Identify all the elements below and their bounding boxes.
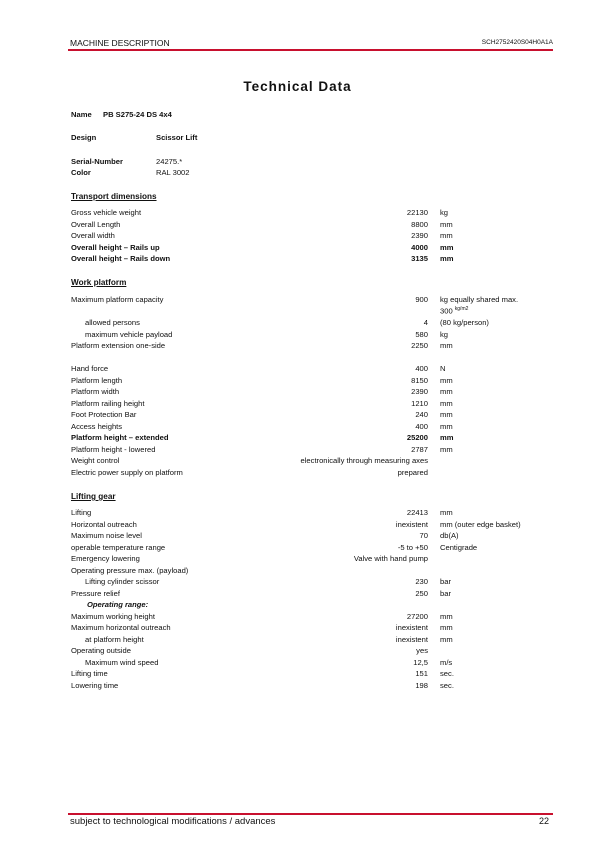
- row-label: Overall width: [71, 231, 115, 240]
- row-unit: mm: [440, 623, 453, 632]
- row-value: electronically through measuring axes: [300, 456, 428, 465]
- row-label: maximum vehicle payload: [85, 330, 173, 339]
- row-value: 1210: [411, 399, 428, 408]
- table-row: [71, 409, 541, 420]
- row-value: prepared: [397, 468, 428, 477]
- row-unit: bar: [440, 577, 451, 586]
- name-label: Name: [71, 110, 92, 119]
- table-row: [71, 219, 541, 230]
- row-unit: mm: [440, 219, 453, 229]
- row-value: 4000: [411, 242, 428, 252]
- row-value: 151: [415, 669, 428, 678]
- page-number: 22: [538, 816, 549, 826]
- row-label: Platform extension one-side: [71, 341, 166, 350]
- design-value: Scissor Lift: [156, 133, 198, 142]
- row-value: 27200: [406, 611, 428, 621]
- row-value: 8150: [411, 376, 428, 385]
- table-row: [71, 340, 541, 351]
- row-unit: mm: [440, 341, 453, 350]
- row-value: 580: [415, 330, 428, 339]
- row-label: Gross vehicle weight: [71, 208, 142, 217]
- row-unit: N: [440, 364, 446, 373]
- capacity-area-note: [440, 306, 468, 316]
- table-row: [71, 599, 541, 610]
- footer-divider: [68, 813, 553, 815]
- row-unit: kg: [440, 208, 449, 217]
- table-row: [71, 421, 541, 432]
- row-label: Operating pressure max. (payload): [71, 565, 189, 575]
- page-title: Technical Data: [243, 79, 352, 94]
- row-label: Maximum wind speed: [85, 657, 159, 667]
- row-label: Platform railing height: [71, 399, 145, 408]
- row-unit: mm: [440, 376, 453, 385]
- row-label: Pressure relief: [71, 588, 120, 598]
- table-row: [71, 565, 541, 576]
- row-label: Horizontal outreach: [71, 519, 137, 529]
- row-value: 230: [415, 577, 428, 586]
- row-value: 2390: [411, 231, 428, 240]
- row-unit: mm: [440, 399, 453, 408]
- row-label: Overall Length: [71, 219, 121, 229]
- row-label: Platform height – extended: [71, 433, 169, 442]
- row-unit: mm (outer edge basket): [440, 519, 521, 529]
- table-row: [71, 432, 541, 443]
- table-row: [71, 317, 541, 328]
- row-label: Overall height – Rails up: [71, 242, 160, 252]
- work-platform-heading: Work platform: [71, 278, 127, 287]
- row-label: Maximum platform capacity: [71, 295, 164, 304]
- row-label: Hand force: [71, 364, 109, 373]
- row-value: 240: [415, 410, 428, 419]
- note-exponent: 2: [465, 306, 469, 312]
- row-unit: (80 kg/person): [440, 318, 489, 327]
- row-unit: sec.: [440, 669, 454, 678]
- row-label: Lifting: [71, 508, 92, 517]
- row-label: operable temperature range: [71, 542, 166, 552]
- table-row: [71, 363, 541, 374]
- serial-value: 24275.*: [156, 157, 183, 166]
- color-label: Color: [71, 168, 91, 177]
- row-unit: Centigrade: [440, 542, 478, 552]
- table-row: [71, 253, 541, 264]
- table-row: [71, 386, 541, 397]
- row-value: 12,5: [413, 657, 428, 667]
- color-value: RAL 3002: [156, 168, 190, 177]
- row-value: inexistent: [395, 623, 428, 632]
- table-row: [71, 668, 541, 679]
- row-value: 400: [415, 364, 428, 373]
- row-value: yes: [416, 646, 428, 655]
- row-value: 250: [415, 588, 428, 598]
- row-value: 198: [415, 680, 428, 690]
- row-label: Platform height - lowered: [71, 445, 156, 454]
- row-unit: mm: [440, 410, 453, 419]
- row-unit: mm: [440, 611, 453, 621]
- table-row: [71, 588, 541, 599]
- row-value: 4: [423, 318, 428, 327]
- row-unit: mm: [440, 242, 454, 252]
- header-section-title: MACHINE DESCRIPTION: [70, 38, 170, 48]
- row-unit: kg: [440, 330, 449, 339]
- table-row: [71, 622, 541, 633]
- row-value: 900: [415, 295, 428, 304]
- row-unit: mm: [440, 387, 453, 396]
- row-label: Electric power supply on platform: [71, 468, 183, 477]
- row-value: inexistent: [395, 519, 428, 529]
- table-row: [71, 294, 541, 305]
- row-value: 3135: [411, 254, 428, 263]
- row-label: Maximum horizontal outreach: [71, 623, 171, 632]
- serial-label: Serial-Number: [71, 157, 123, 166]
- row-unit: mm: [440, 231, 453, 240]
- row-label: Emergency lowering: [71, 554, 140, 563]
- row-value: 70: [419, 531, 428, 540]
- table-row: [71, 542, 541, 553]
- table-row: [71, 375, 541, 386]
- row-label: Lifting cylinder scissor: [85, 577, 160, 586]
- row-value: 2250: [411, 341, 428, 350]
- row-unit: kg equally shared max.: [440, 295, 519, 304]
- note-unit: kg/m: [454, 306, 466, 312]
- row-unit: mm: [440, 634, 453, 644]
- row-unit: bar: [440, 588, 451, 598]
- header-document-code: SCH2752420S04H0A1A: [481, 39, 553, 46]
- note-prefix: 300: [440, 306, 455, 316]
- row-value: 8800: [411, 219, 428, 229]
- row-value: 25200: [406, 433, 428, 442]
- footer-disclaimer: subject to technological modifications / advances: [70, 816, 276, 827]
- row-unit: db(A): [440, 531, 459, 540]
- row-unit: m/s: [440, 657, 453, 667]
- table-row: [71, 576, 541, 587]
- table-row: [71, 611, 541, 622]
- design-label: Design: [71, 133, 97, 142]
- row-value: 400: [415, 422, 428, 431]
- row-label: Foot Protection Bar: [71, 410, 137, 419]
- row-label: Lifting time: [71, 669, 108, 678]
- row-label: Access heights: [71, 422, 123, 431]
- row-label: Weight control: [71, 456, 120, 465]
- table-row: [71, 230, 541, 241]
- row-label: Maximum noise level: [71, 531, 142, 540]
- table-row: [71, 398, 541, 409]
- row-value: -5 to +50: [397, 542, 428, 552]
- row-unit: mm: [440, 433, 454, 442]
- row-label: Maximum working height: [71, 611, 155, 621]
- row-label: Lowering time: [71, 680, 119, 690]
- header-divider: [68, 49, 553, 51]
- row-label: Platform length: [71, 376, 123, 385]
- row-label: Overall height – Rails down: [71, 254, 171, 263]
- table-row: [71, 645, 541, 656]
- table-row: [71, 519, 541, 530]
- row-value: inexistent: [395, 634, 428, 644]
- row-value: 22130: [406, 208, 428, 217]
- row-unit: mm: [440, 508, 453, 517]
- row-label: Platform width: [71, 387, 120, 396]
- table-row: [71, 444, 541, 455]
- lifting-gear-heading: Lifting gear: [71, 492, 116, 501]
- table-row: [71, 329, 541, 340]
- table-row: [71, 242, 541, 253]
- row-unit: mm: [440, 254, 454, 263]
- row-unit: sec.: [440, 680, 454, 690]
- row-unit: mm: [440, 422, 453, 431]
- table-row: [71, 634, 541, 645]
- row-value: 2787: [411, 445, 428, 454]
- row-label: Operating outside: [71, 646, 131, 655]
- table-row: [71, 207, 541, 218]
- transport-heading: Transport dimensions: [71, 192, 157, 201]
- table-row: [71, 467, 541, 478]
- row-label: allowed persons: [85, 318, 140, 327]
- row-value: Valve with hand pump: [353, 554, 428, 563]
- row-value: 2390: [411, 387, 428, 396]
- row-unit: mm: [440, 445, 453, 454]
- row-label: Operating range:: [87, 600, 149, 609]
- table-row: [71, 657, 541, 668]
- row-label: at platform height: [85, 634, 144, 644]
- name-value: PB S275-24 DS 4x4: [103, 110, 172, 119]
- table-row: [71, 680, 541, 691]
- row-value: 22413: [406, 508, 428, 517]
- table-row: [71, 455, 541, 466]
- table-row: [71, 553, 541, 564]
- table-row: [71, 530, 541, 541]
- table-row: [71, 507, 541, 518]
